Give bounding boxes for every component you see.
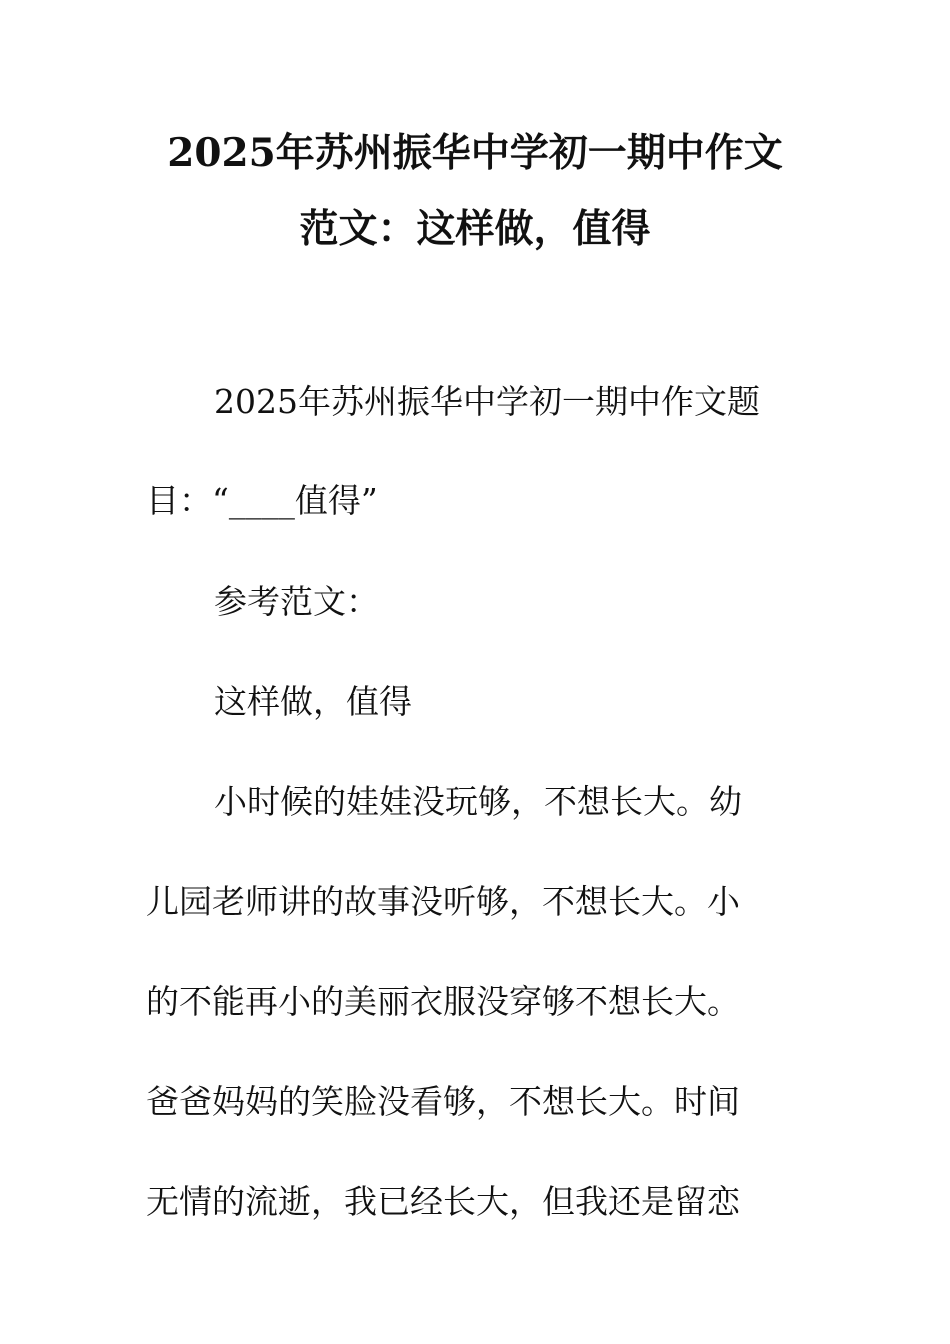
body-line-3: 参考范文： bbox=[214, 582, 379, 621]
body-line-9: 无情的流逝，我已经长大，但我还是留恋 bbox=[146, 1182, 740, 1221]
body-line-4: 这样做，值得 bbox=[214, 682, 412, 721]
body-line-1: 2025年苏州振华中学初一期中作文题 bbox=[214, 382, 760, 421]
body-line-6: 儿园老师讲的故事没听够，不想长大。小 bbox=[146, 882, 740, 921]
body-line-2: 目：“____值得” bbox=[146, 481, 378, 520]
document-title-line-1: 2025年苏州振华中学初一期中作文 bbox=[167, 130, 783, 176]
body-line-8: 爸爸妈妈的笑脸没看够，不想长大。时间 bbox=[146, 1082, 740, 1121]
document-title-line-2: 范文：这样做，值得 bbox=[299, 206, 651, 252]
body-line-5: 小时候的娃娃没玩够，不想长大。幼 bbox=[214, 782, 742, 821]
body-line-7: 的不能再小的美丽衣服没穿够不想长大。 bbox=[146, 982, 740, 1021]
